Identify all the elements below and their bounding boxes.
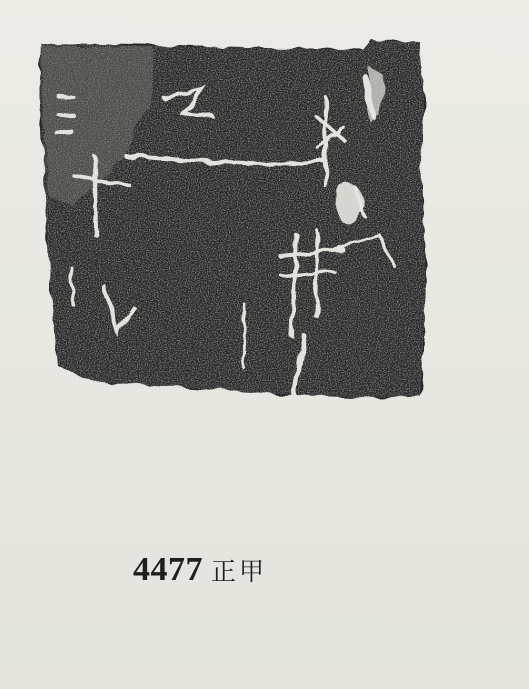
figure-number: 4477 — [133, 551, 203, 588]
figure-caption — [133, 551, 267, 595]
figure-label: 正甲 — [211, 557, 268, 586]
rubbing-image — [34, 36, 434, 402]
